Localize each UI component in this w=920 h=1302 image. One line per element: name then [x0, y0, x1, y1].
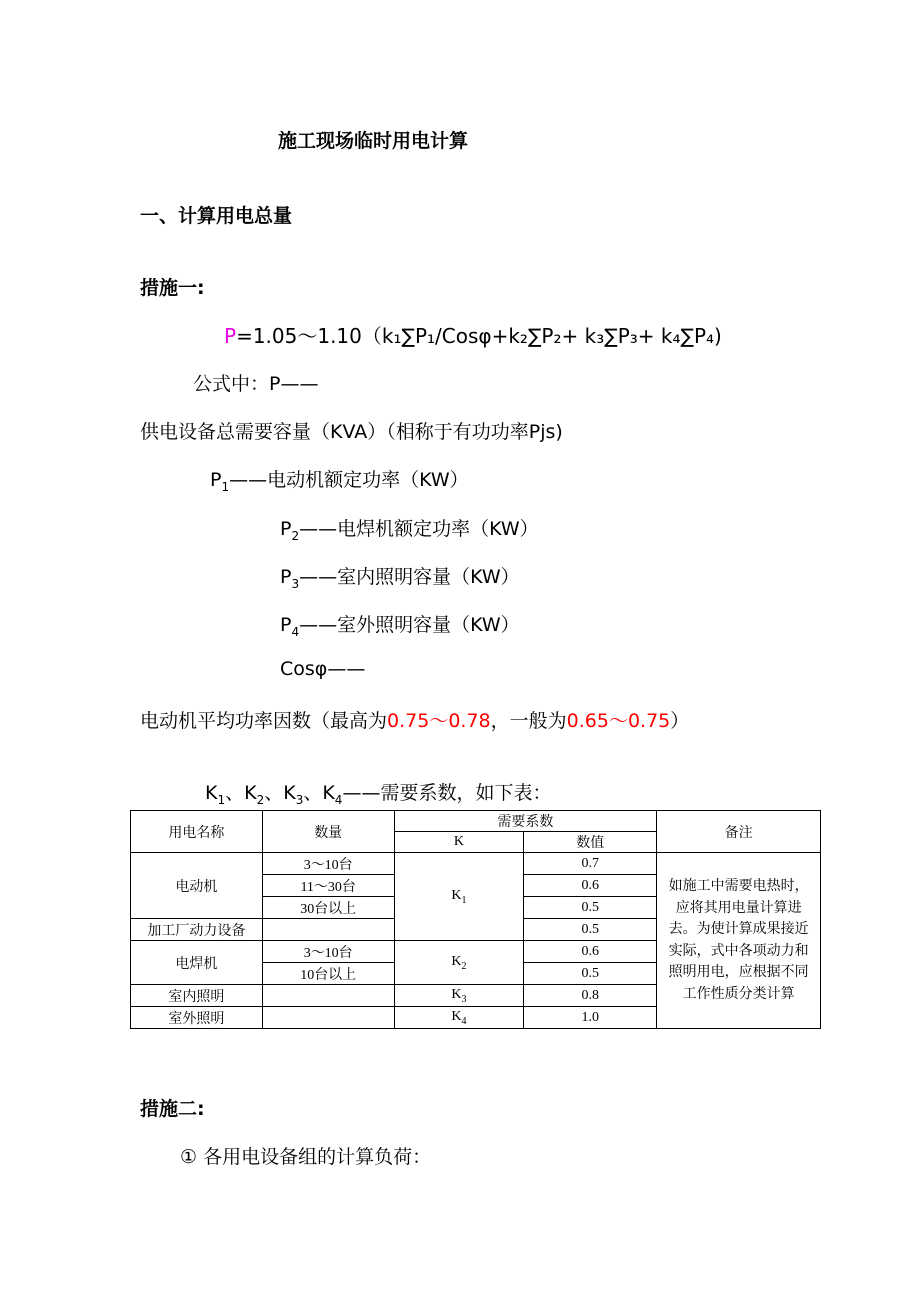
row-welder: 电焊机	[131, 941, 263, 985]
cell-value: 0.8	[524, 985, 657, 1007]
cell-value: 0.6	[524, 875, 657, 897]
page-title: 施工现场临时用电计算	[278, 130, 469, 152]
cell-qty-empty	[262, 1007, 394, 1029]
header-coef: 需要系数	[394, 811, 657, 832]
cell-qty: 10台以上	[262, 963, 394, 985]
cell-k2: $K_2$	[394, 941, 524, 985]
p3-definition: $P_3——$室内照明容量（KW）	[280, 566, 520, 591]
cell-value: 0.5	[524, 919, 657, 941]
p-description: 供电设备总需要容量（KVA）（相称于有功功率Pjs)	[140, 421, 563, 443]
header-note: 备注	[657, 811, 821, 853]
p4-definition: $P_4——$室外照明容量（KW）	[280, 614, 520, 639]
section-heading: 一、计算用电总量	[140, 205, 293, 227]
load-formula	[224, 320, 722, 349]
cell-qty: 30台以上	[262, 897, 394, 919]
cell-k1: $K_1$	[394, 853, 524, 941]
row-plant: 加工厂动力设备	[131, 919, 263, 941]
cell-qty: 11～30台	[262, 875, 394, 897]
method-one-heading: 措施一:	[140, 277, 205, 299]
header-value: 数值	[524, 832, 657, 853]
cell-value: 0.6	[524, 941, 657, 963]
header-qty: 数量	[262, 811, 394, 853]
header-name: 用电名称	[131, 811, 263, 853]
cell-qty-empty	[262, 985, 394, 1007]
cos-label: Cosφ——	[280, 658, 366, 680]
method-two-heading: 措施二:	[140, 1098, 205, 1120]
cell-qty: 3～10台	[262, 941, 394, 963]
cell-value: 1.0	[524, 1007, 657, 1029]
motor-power-factor: 电动机平均功率因数（最高为0.75～0.78，一般为0.65～0.75）	[140, 710, 690, 732]
step-one: ① 各用电设备组的计算负荷：	[180, 1146, 432, 1168]
cell-k4: $K_4$	[394, 1007, 524, 1029]
coefficient-table	[130, 810, 821, 1029]
row-indoor: 室内照明	[131, 985, 263, 1007]
cell-qty: 3～10台	[262, 853, 394, 875]
p1-definition: $P_1——$电动机额定功率（KW）	[210, 469, 469, 494]
pf-max-range: 0.75～0.78	[387, 710, 491, 732]
p2-definition: $P_2——$电焊机额定功率（KW）	[280, 518, 539, 543]
where-label: 公式中：P——	[193, 373, 319, 395]
cell-k3: $K_3$	[394, 985, 524, 1007]
header-k: K	[394, 832, 524, 853]
k-intro: $K_1$、$K_2$、$K_3$、$K_4——$需要系数，如下表：	[205, 782, 552, 807]
cell-value: 0.5	[524, 897, 657, 919]
cell-qty-empty	[262, 919, 394, 941]
row-outdoor: 室外照明	[131, 1007, 263, 1029]
formula-body: =1.05～1.10（k₁∑P₁/Cosφ+k₂∑P₂+ k₃∑P₃+ k₄∑P₄)	[236, 324, 722, 348]
cell-value: 0.5	[524, 963, 657, 985]
formula-p: P	[224, 324, 237, 348]
cell-value: 0.7	[524, 853, 657, 875]
table-note: 如施工中需要电热时，应将其用电量计算进去。为使计算成果接近实际，式中各项动力和照明用电，应根据不同工作性质分类计算	[657, 853, 821, 1029]
row-motor: 电动机	[131, 853, 263, 919]
pf-typical-range: 0.65～0.75	[566, 710, 671, 732]
